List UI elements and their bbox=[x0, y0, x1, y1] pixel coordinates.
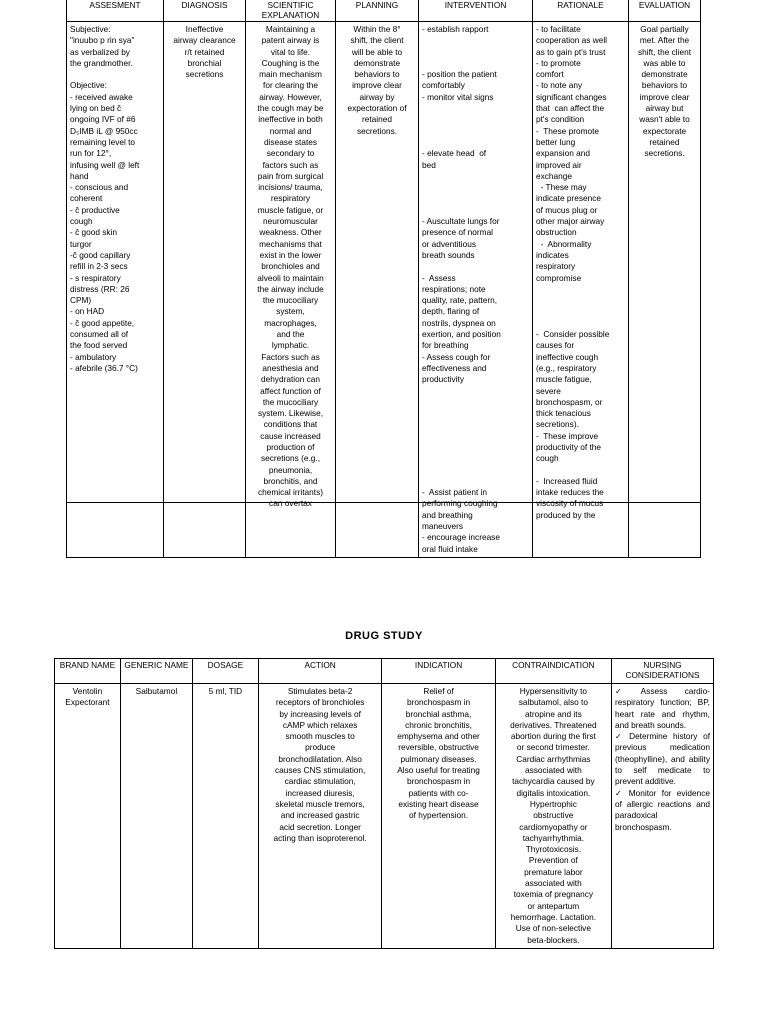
text-line: secretions. bbox=[356, 125, 398, 136]
text-line: anesthesia and bbox=[262, 362, 319, 373]
text-line: Relief of bbox=[423, 686, 454, 696]
text-line bbox=[422, 386, 529, 397]
text-line: demonstrate bbox=[641, 69, 688, 80]
text-line: comfortably bbox=[422, 80, 465, 91]
text-line: the cough may be bbox=[257, 103, 324, 114]
text-line: infusing well @ left bbox=[70, 159, 140, 170]
text-line: associated with bbox=[524, 878, 582, 889]
text-line: wasn't able to bbox=[639, 114, 690, 125]
text-line: patent airway is bbox=[261, 35, 320, 46]
text-line bbox=[422, 182, 529, 193]
text-line: macrophages, bbox=[264, 317, 317, 328]
text-line: - monitor vital signs bbox=[422, 91, 494, 102]
text-line: obstructive bbox=[533, 810, 574, 821]
text-line: depth, flaring of bbox=[422, 306, 480, 317]
text-line: abortion during the first bbox=[510, 731, 596, 742]
text-line: improve clear bbox=[352, 80, 402, 91]
text-line: productivity bbox=[422, 374, 464, 385]
text-line: bronchitis, and bbox=[263, 475, 318, 486]
text-line: - ĉ good appetite, bbox=[70, 317, 135, 328]
text-line: bronchodilatation. Also bbox=[278, 753, 362, 764]
text-line: smooth muscles to bbox=[285, 731, 355, 742]
ncp-assessment-cell bbox=[67, 22, 164, 558]
text-line: or antepartum bbox=[527, 900, 580, 911]
text-line: viscosity of mucus bbox=[536, 498, 604, 509]
text-line bbox=[536, 465, 625, 476]
text-line: behaviors to bbox=[641, 80, 688, 91]
text-line: bronchospasm, or bbox=[536, 396, 603, 407]
text-line bbox=[422, 171, 529, 182]
text-line: as verbalized by bbox=[70, 46, 130, 57]
text-line: Objective: bbox=[70, 80, 107, 91]
text-line: alveoli to maintain bbox=[257, 272, 324, 283]
text-line: reversible, obstructive bbox=[398, 742, 479, 753]
text-line: - received awake bbox=[70, 91, 133, 102]
text-line: retained bbox=[649, 136, 680, 147]
text-line: Cardiac arrhythmias bbox=[516, 753, 591, 764]
text-line: indicate presence bbox=[536, 193, 602, 204]
ncp-diagnosis-cell bbox=[164, 22, 246, 558]
text-line: system, bbox=[276, 306, 305, 317]
drug-brand-cell bbox=[55, 684, 121, 949]
text-line bbox=[70, 69, 160, 80]
text-line: respiratory bbox=[536, 261, 576, 272]
text-line: comfort bbox=[536, 69, 564, 80]
text-line: airway but bbox=[645, 103, 684, 114]
text-line: secondary to bbox=[266, 148, 315, 159]
text-line: bronchospasm in bbox=[406, 697, 471, 708]
text-line: - Assist patient in bbox=[422, 487, 488, 498]
text-line: ineffective cough bbox=[536, 351, 599, 362]
ncp-header-rationale: RATIONALE bbox=[533, 0, 629, 22]
text-line: behaviors to bbox=[354, 69, 400, 80]
drug-nursing-cell bbox=[612, 684, 714, 949]
text-line: secretions. bbox=[644, 148, 685, 159]
text-line: - conscious and bbox=[70, 182, 129, 193]
text-line: demonstrate bbox=[353, 57, 401, 68]
text-line: - to note any bbox=[536, 80, 583, 91]
text-line: Ineffective bbox=[185, 24, 224, 34]
text-line bbox=[422, 58, 529, 69]
text-line: toxemia of pregnancy bbox=[513, 889, 594, 900]
text-line: bronchospasm in bbox=[406, 776, 471, 787]
text-line: secretions). bbox=[536, 419, 579, 430]
text-line: - Consider possible bbox=[536, 329, 610, 340]
text-line: Stimulates beta-2 bbox=[287, 686, 353, 696]
text-line bbox=[422, 35, 529, 46]
text-line: derivatives. Threatened bbox=[510, 719, 597, 730]
nursing-item: ✓ Determine history of previous medication (theophylline), and ability to self medicate to prevent additive. bbox=[615, 731, 710, 787]
text-line bbox=[422, 476, 529, 487]
text-line: weakness. Other bbox=[259, 227, 322, 238]
text-line bbox=[422, 408, 529, 419]
text-line: lymphatic. bbox=[271, 340, 310, 351]
text-line: conditions that bbox=[263, 419, 318, 430]
text-line bbox=[422, 465, 529, 476]
text-line bbox=[422, 261, 529, 272]
text-line: - Increased fluid bbox=[536, 475, 598, 486]
text-line: - to facilitate bbox=[536, 24, 581, 34]
text-line: cAMP which relaxes bbox=[282, 719, 358, 730]
checkmark-icon: ✓ bbox=[615, 687, 637, 696]
text-line: expansion and bbox=[536, 148, 590, 159]
checkmark-icon: ✓ bbox=[615, 732, 626, 742]
text-line: refill in 2-3 secs bbox=[70, 261, 128, 272]
text-line: acid secretion. Longer bbox=[279, 821, 361, 832]
text-line: for clearing the bbox=[263, 80, 318, 91]
ncp-header-planning: PLANNING bbox=[336, 0, 419, 22]
text-line: severe bbox=[536, 385, 561, 396]
text-line: Coughing is the bbox=[261, 57, 320, 68]
nursing-care-plan bbox=[66, 0, 700, 554]
text-line: - ĉ good skin bbox=[70, 227, 118, 238]
text-line: - position the patient bbox=[422, 69, 497, 80]
text-line: system. Likewise, bbox=[257, 408, 323, 419]
text-line: - Abnormality bbox=[536, 238, 592, 249]
text-line: the mucociliary bbox=[262, 396, 319, 407]
text-line: Hypersensitivity to bbox=[519, 686, 588, 696]
text-line bbox=[422, 103, 529, 114]
text-line: affect function of bbox=[260, 385, 321, 396]
ncp-explanation-cell bbox=[246, 22, 336, 558]
text-line: respirations; note bbox=[422, 283, 486, 294]
text-line: premature labor bbox=[524, 866, 583, 877]
text-line: the food served bbox=[70, 340, 128, 351]
text-line: cooperation as well bbox=[536, 35, 608, 46]
text-line: effectiveness and bbox=[422, 362, 487, 373]
drug-contraindication-cell bbox=[495, 684, 611, 949]
text-line: improved air bbox=[536, 159, 582, 170]
text-line: increased diuresis, bbox=[285, 787, 355, 798]
ncp-evaluation-cell bbox=[629, 22, 701, 558]
text-line: hand bbox=[70, 170, 89, 181]
text-line: Use of non-selective bbox=[515, 923, 591, 934]
text-line: that can affect the bbox=[536, 103, 605, 114]
text-line: distress (RR: 26 bbox=[70, 283, 130, 294]
text-line: Goal partially bbox=[640, 24, 689, 34]
text-line: production of bbox=[266, 441, 315, 452]
text-line: pt's condition bbox=[536, 114, 585, 125]
text-line: shift, the client bbox=[637, 46, 692, 57]
text-line: pneumonia, bbox=[268, 464, 313, 475]
text-line: significant changes bbox=[536, 91, 607, 102]
text-line: r/t retained bbox=[184, 46, 225, 57]
text-line: airway. However, bbox=[259, 91, 322, 102]
nursing-item: ✓ Assess cardio-respiratory function; BP, heart rate and rhythm, and breath sounds. bbox=[615, 686, 710, 730]
text-line: shift, the client bbox=[350, 35, 404, 46]
text-line: for breathing bbox=[422, 340, 469, 351]
text-line: -ĉ good capillary bbox=[70, 249, 131, 260]
text-line: - These promote bbox=[536, 125, 600, 136]
text-line bbox=[422, 47, 529, 58]
ncp-header-assessment: ASSESMENT bbox=[67, 0, 164, 22]
text-line: obstruction bbox=[536, 227, 577, 238]
text-line: beta-blockers. bbox=[527, 934, 580, 945]
text-line: bronchioles and bbox=[261, 261, 320, 272]
text-line: retained bbox=[362, 114, 392, 125]
text-line: productivity of the bbox=[536, 441, 602, 452]
ncp-body-row bbox=[67, 22, 701, 558]
text-line: - ĉ productive bbox=[70, 204, 120, 215]
text-line bbox=[422, 397, 529, 408]
text-line: muscle fatigue, bbox=[536, 374, 592, 385]
text-line: vital to life. bbox=[270, 46, 311, 57]
text-line: Within the 8° bbox=[353, 24, 401, 34]
ncp-table bbox=[66, 0, 701, 558]
text-line: bronchial asthma, bbox=[405, 708, 472, 719]
text-line bbox=[422, 205, 529, 216]
text-line: Maintaining a bbox=[265, 24, 316, 34]
drug-header-brand: BRAND NAME bbox=[55, 659, 121, 684]
text-line: cough bbox=[70, 216, 93, 227]
text-line: performing coughing bbox=[422, 498, 498, 509]
text-line: was able to bbox=[643, 57, 686, 68]
text-line: - on HAD bbox=[70, 306, 105, 317]
text-line: exist in the lower bbox=[259, 249, 322, 260]
text-line: CPM) bbox=[70, 295, 92, 306]
drug-header-indication: INDICATION bbox=[382, 659, 495, 684]
text-line bbox=[536, 295, 625, 306]
text-line: cause increased bbox=[260, 430, 321, 441]
text-line: atropine and its bbox=[524, 708, 582, 719]
text-line: Also useful for treating bbox=[397, 765, 480, 776]
text-line: oral fluid intake bbox=[422, 543, 478, 554]
ncp-header-intervention: INTERVENTION bbox=[419, 0, 533, 22]
drug-header-contraindication: CONTRAINDICATION bbox=[495, 659, 611, 684]
text-line: nostrils, dyspnea on bbox=[422, 317, 496, 328]
text-line: secretions bbox=[185, 69, 224, 80]
text-line: produced by the bbox=[536, 509, 596, 520]
text-line: other major airway bbox=[536, 216, 605, 227]
drug-header-nursing: NURSING CONSIDERATIONS bbox=[612, 659, 714, 684]
nursing-item: ✓ Monitor for evidence of allergic reactions and paradoxical bronchospasm. bbox=[615, 787, 710, 832]
drug-study-table bbox=[54, 658, 714, 949]
text-line: "inuubo p rin sya" bbox=[70, 35, 135, 46]
text-line: Factors such as bbox=[261, 351, 320, 362]
text-line: associated with bbox=[524, 765, 582, 776]
text-line: - These improve bbox=[536, 430, 599, 441]
text-line: tachycardia caused by bbox=[512, 776, 595, 787]
text-line: patients with co- bbox=[408, 787, 469, 798]
text-line: expectoration of bbox=[347, 103, 407, 114]
text-line: acting than isoproterenol. bbox=[273, 832, 367, 843]
text-line: exertion, and position bbox=[422, 329, 501, 340]
text-line: of mucus plug or bbox=[536, 204, 598, 215]
text-line: - encourage increase bbox=[422, 532, 500, 543]
text-line: and the bbox=[276, 329, 305, 340]
text-line bbox=[422, 453, 529, 464]
text-line: Prevention of bbox=[528, 855, 578, 866]
text-line: chemical irritants) bbox=[257, 487, 323, 498]
text-line: pain from surgical bbox=[257, 170, 324, 181]
text-line bbox=[422, 442, 529, 453]
text-line: causes for bbox=[536, 340, 575, 351]
text-line: respiratory bbox=[270, 193, 311, 204]
drug-header-row bbox=[55, 659, 714, 684]
ncp-header-explanation: SCIENTIFIC EXPLANATION bbox=[246, 0, 336, 22]
text-line: of hypertension. bbox=[409, 810, 469, 821]
text-line: dehydration can bbox=[260, 374, 321, 385]
text-line: airway by bbox=[359, 91, 395, 102]
drug-header-generic: GENERIC NAME bbox=[120, 659, 192, 684]
text-line bbox=[422, 419, 529, 430]
drug-header-dosage: DOSAGE bbox=[192, 659, 258, 684]
drug-generic-cell: Salbutamol bbox=[120, 684, 192, 949]
text-line: - afebrile (36.7 °C) bbox=[70, 362, 138, 373]
text-line: airway clearance bbox=[173, 35, 236, 46]
drug-header-action: ACTION bbox=[258, 659, 382, 684]
text-line: ineffective in both bbox=[258, 114, 323, 125]
text-line: cardiac stimulation, bbox=[284, 776, 356, 787]
text-line: emphysema and other bbox=[397, 731, 480, 742]
text-line bbox=[422, 193, 529, 204]
text-line: consumed all of bbox=[70, 329, 129, 340]
checkmark-icon: ✓ bbox=[615, 788, 625, 798]
text-line: existing heart disease bbox=[398, 798, 479, 809]
text-line: cough bbox=[536, 453, 559, 464]
text-line: or adventitious bbox=[422, 238, 476, 249]
text-line: - to promote bbox=[536, 57, 581, 68]
text-line: exchange bbox=[536, 170, 572, 181]
text-line: maneuvers bbox=[422, 521, 464, 532]
text-line: D₅IMB iL @ 950cc bbox=[70, 125, 138, 136]
text-line: thick tenacious bbox=[536, 408, 591, 419]
text-line: mechanisms that bbox=[259, 238, 322, 249]
ncp-header-row bbox=[67, 0, 701, 22]
text-line: receptors of bronchioles bbox=[275, 697, 365, 708]
text-line: or second trimester. bbox=[516, 742, 590, 753]
drug-indication-cell bbox=[382, 684, 495, 949]
text-line: - Assess bbox=[422, 272, 456, 283]
text-line: breath sounds bbox=[422, 249, 475, 260]
text-line: the mucociliary bbox=[262, 295, 319, 306]
text-line: disease states bbox=[263, 136, 318, 147]
text-line: skeletal muscle tremors, bbox=[275, 798, 365, 809]
text-line: - Assess cough for bbox=[422, 351, 491, 362]
text-line: better lung bbox=[536, 136, 576, 147]
text-line: indicates bbox=[536, 249, 569, 260]
text-line bbox=[422, 114, 529, 125]
text-line: digitalis intoxication. bbox=[516, 787, 591, 798]
ncp-planning-cell bbox=[336, 22, 419, 558]
text-line: causes CNS stimulation, bbox=[274, 765, 366, 776]
text-line: produce bbox=[305, 742, 336, 753]
text-line: Subjective: bbox=[70, 24, 111, 34]
text-line: can overtax bbox=[269, 498, 312, 509]
text-line: incisions/ trauma, bbox=[258, 182, 323, 193]
text-line: ongoing IVF of #6 bbox=[70, 114, 136, 125]
text-line bbox=[422, 431, 529, 442]
text-line: and increased gastric bbox=[280, 810, 360, 821]
text-line: bed bbox=[422, 159, 436, 170]
text-line: quality, rate, pattern, bbox=[422, 295, 498, 306]
drug-study-title: DRUG STUDY bbox=[345, 630, 423, 642]
text-line: normal and bbox=[269, 125, 312, 136]
text-line: coherent bbox=[70, 193, 103, 204]
text-line: neuromuscular bbox=[263, 216, 318, 227]
text-line: tachyarrhythmia. bbox=[522, 832, 585, 843]
text-line: run for 12°, bbox=[70, 148, 112, 159]
text-line: hemorrhage. Lactation. bbox=[510, 911, 597, 922]
text-line: - elevate head of bbox=[422, 148, 487, 159]
text-line: the grandmother. bbox=[70, 57, 133, 68]
text-line: Thyrotoxicosis. bbox=[525, 844, 582, 855]
text-line: the airway include bbox=[257, 283, 324, 294]
text-line: Hypertrophic bbox=[529, 798, 577, 809]
text-line: pulmonary diseases. bbox=[400, 753, 477, 764]
text-line: by increasing levels of bbox=[279, 708, 361, 719]
text-line: salbutamol, also to bbox=[518, 697, 588, 708]
text-line: remaining level to bbox=[70, 136, 136, 147]
text-line: lying on bed ĉ bbox=[70, 103, 122, 114]
text-line: will be able to bbox=[351, 46, 403, 57]
text-line: presence of normal bbox=[422, 227, 494, 238]
text-line bbox=[536, 318, 625, 329]
text-line: Ventolin bbox=[72, 686, 103, 696]
text-line: Expectorant bbox=[65, 697, 110, 708]
text-line: compromise bbox=[536, 272, 582, 283]
text-line bbox=[536, 306, 625, 317]
text-line: secretions (e.g., bbox=[260, 453, 321, 464]
text-line: chronic bronchitis, bbox=[405, 719, 472, 730]
text-line: turgor bbox=[70, 238, 92, 249]
ncp-header-diagnosis: DIAGNOSIS bbox=[164, 0, 246, 22]
text-line: muscle fatigue, or bbox=[257, 204, 324, 215]
text-line: factors such as bbox=[262, 159, 319, 170]
text-line: met. After the bbox=[639, 35, 690, 46]
text-line: improve clear bbox=[639, 91, 690, 102]
text-line: - Auscultate lungs for bbox=[422, 216, 500, 227]
text-line bbox=[422, 137, 529, 148]
text-line bbox=[422, 126, 529, 137]
text-line: main mechanism bbox=[259, 69, 322, 80]
ncp-rationale-cell bbox=[533, 22, 629, 558]
text-line: - ambulatory bbox=[70, 351, 117, 362]
text-line: as to gain pt's trust bbox=[536, 46, 606, 57]
text-line: cardiomyopathy or bbox=[519, 821, 588, 832]
ncp-intervention-cell bbox=[419, 22, 533, 558]
text-line: expectorate bbox=[642, 125, 687, 136]
text-line: intake reduces the bbox=[536, 487, 604, 498]
text-line: bronchial bbox=[187, 57, 222, 68]
text-line: (e.g., respiratory bbox=[536, 362, 597, 373]
drug-body-row bbox=[55, 684, 714, 949]
drug-dosage-cell: 5 ml, TID bbox=[192, 684, 258, 949]
text-line: - establish rapport bbox=[422, 24, 489, 34]
text-line bbox=[536, 284, 625, 295]
text-line: and breathing bbox=[422, 509, 473, 520]
drug-action-cell bbox=[258, 684, 382, 949]
ncp-header-evaluation: EVALUATION bbox=[629, 0, 701, 22]
text-line: - s respiratory bbox=[70, 272, 121, 283]
text-line: - These may bbox=[536, 182, 587, 193]
